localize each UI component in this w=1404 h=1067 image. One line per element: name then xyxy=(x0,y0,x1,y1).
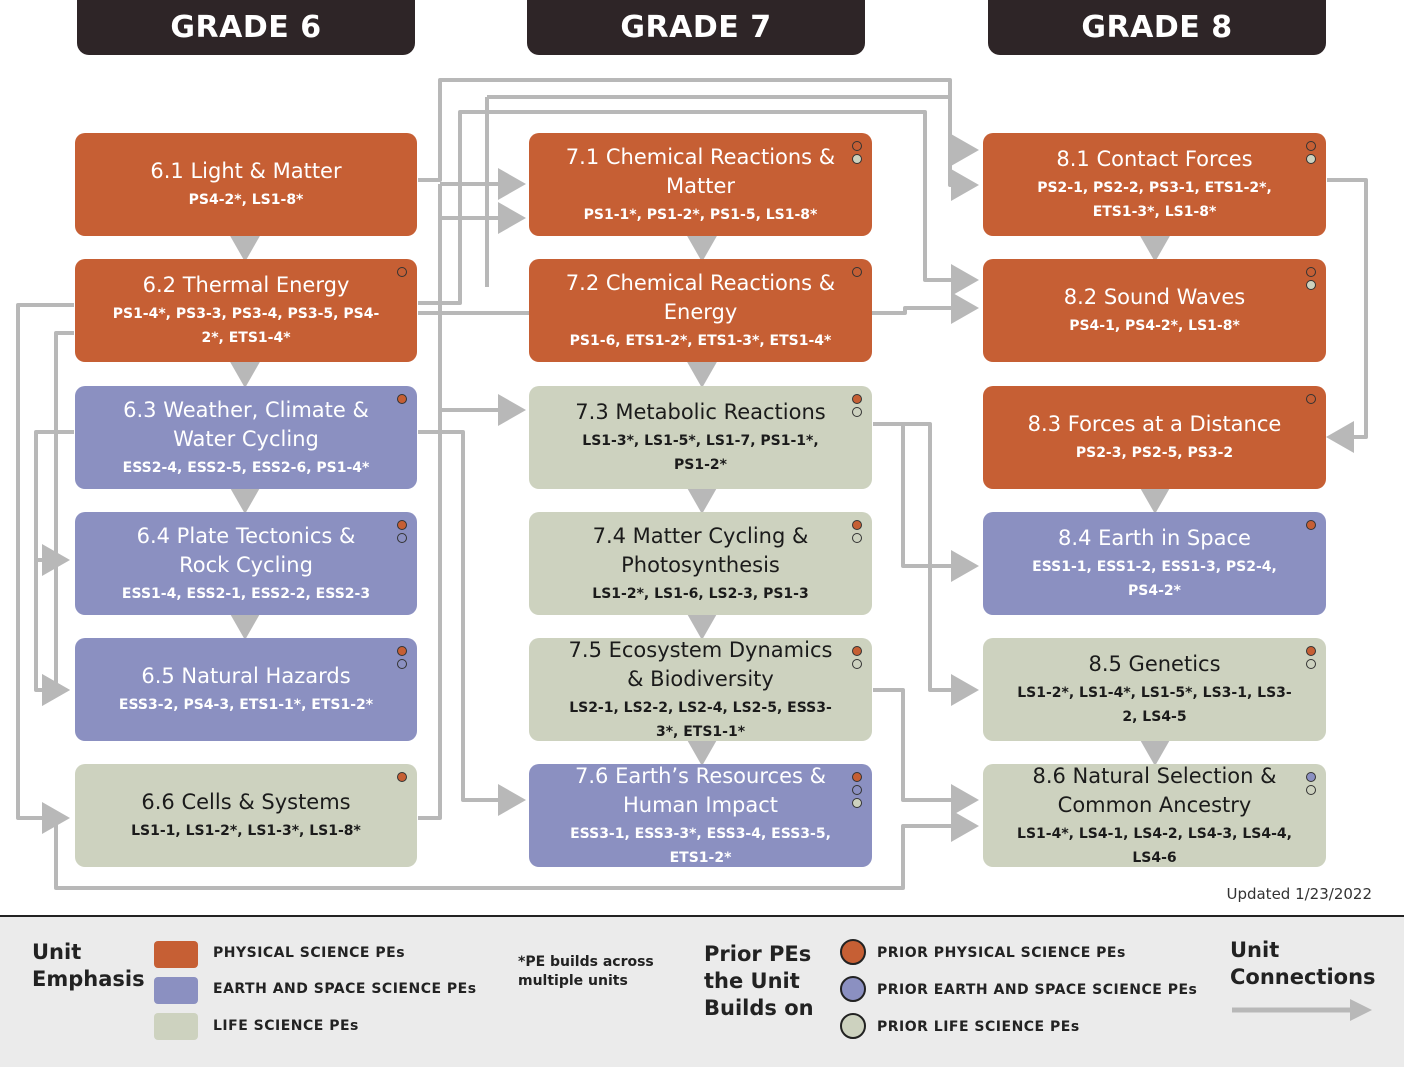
unit-pes: PS1-4*, PS3-3, PS3-4, PS3-5, PS4-2*, ETS1-4* xyxy=(112,306,380,346)
unit-8-4[interactable] xyxy=(983,512,1326,615)
unit-title: 6.2 Thermal Energy xyxy=(142,273,350,297)
prior-pe-dot xyxy=(852,659,862,669)
unit-6-2[interactable] xyxy=(75,259,417,362)
unit-title: 6.4 Plate Tectonics & Rock Cycling xyxy=(136,523,356,577)
legend-connections-title: Unit Connections xyxy=(1230,938,1376,989)
legend-prior-earth: PRIOR EARTH AND SPACE SCIENCE PEs xyxy=(877,982,1198,998)
unit-pes: LS1-3*, LS1-5*, LS1-7, PS1-1*, PS1-2* xyxy=(582,433,819,473)
unit-title: 6.6 Cells & Systems xyxy=(141,790,351,814)
prior-life-dot xyxy=(852,798,862,808)
prior-physical-dot xyxy=(1306,646,1316,656)
prior-physical-dot xyxy=(397,394,407,404)
earth-swatch xyxy=(154,977,198,1004)
unit-title: 6.3 Weather, Climate & Water Cycling xyxy=(123,397,369,451)
unit-pes: PS2-3, PS2-5, PS3-2 xyxy=(1075,445,1234,461)
prior-physical-dot xyxy=(852,520,862,530)
unit-7-1[interactable] xyxy=(529,133,872,236)
unit-6-5[interactable] xyxy=(75,638,417,741)
prior-pe-dot xyxy=(1306,141,1316,151)
physical-swatch xyxy=(154,941,198,968)
grade-8-header: GRADE 8 xyxy=(988,0,1326,55)
unit-title: 7.3 Metabolic Reactions xyxy=(575,400,826,424)
legend-prior-life: PRIOR LIFE SCIENCE PEs xyxy=(877,1019,1080,1035)
unit-title: 7.2 Chemical Reactions & Energy xyxy=(565,270,836,324)
unit-title: 8.3 Forces at a Distance xyxy=(1027,412,1282,436)
unit-title: 6.5 Natural Hazards xyxy=(141,664,351,688)
unit-title: 8.4 Earth in Space xyxy=(1058,526,1251,550)
life-swatch xyxy=(154,1013,198,1040)
updated-date: Updated 1/23/2022 xyxy=(1226,885,1372,903)
unit-title: 8.5 Genetics xyxy=(1088,652,1221,676)
unit-6-3[interactable] xyxy=(75,386,417,489)
prior-pe-dot xyxy=(852,533,862,543)
unit-7-3[interactable] xyxy=(529,386,872,489)
prior-physical-dot xyxy=(852,772,862,782)
prior-physical-legend-dot xyxy=(840,939,866,965)
unit-6-4[interactable] xyxy=(75,512,417,615)
unit-pes: LS1-2*, LS1-6, LS2-3, PS1-3 xyxy=(592,585,809,602)
prior-pe-dot xyxy=(852,407,862,417)
grade-7-header: GRADE 7 xyxy=(527,0,865,55)
prior-physical-dot xyxy=(397,772,407,782)
unit-7-2[interactable] xyxy=(529,259,872,362)
prior-life-legend-dot xyxy=(840,1013,866,1039)
legend-prior-physical: PRIOR PHYSICAL SCIENCE PEs xyxy=(877,945,1126,961)
prior-earth-legend-dot xyxy=(840,976,866,1002)
unit-pes: PS1-6, ETS1-2*, ETS1-3*, ETS1-4* xyxy=(569,332,832,349)
unit-pes: LS1-2*, LS1-4*, LS1-5*, LS3-1, LS3-2, LS4-5 xyxy=(1017,685,1292,725)
unit-pes: ESS3-1, ESS3-3*, ESS3-4, ESS3-5, ETS1-2* xyxy=(570,825,831,866)
prior-pe-dot xyxy=(397,659,407,669)
prior-pe-dot xyxy=(852,141,862,151)
grade-6-header: GRADE 6 xyxy=(77,0,415,55)
prior-pe-dot xyxy=(397,533,407,543)
unit-7-5[interactable] xyxy=(529,638,872,741)
prior-physical-dot xyxy=(852,394,862,404)
unit-pes: PS4-1, PS4-2*, LS1-8* xyxy=(1069,318,1240,334)
prior-pe-dot xyxy=(1306,394,1316,404)
unit-title: 8.6 Natural Selection & Common Ancestry xyxy=(1032,763,1277,817)
prior-physical-dot xyxy=(1306,520,1316,530)
unit-pes: PS4-2*, LS1-8* xyxy=(188,192,304,208)
unit-title: 6.1 Light & Matter xyxy=(150,159,342,183)
unit-title: 7.5 Ecosystem Dynamics & Biodiversity xyxy=(568,637,833,691)
prior-life-dot xyxy=(1306,280,1316,290)
unit-8-5[interactable] xyxy=(983,638,1326,741)
unit-title: 8.1 Contact Forces xyxy=(1056,147,1253,171)
legend-physical: PHYSICAL SCIENCE PEs xyxy=(213,945,406,961)
unit-pes: ESS2-4, ESS2-5, ESS2-6, PS1-4* xyxy=(122,459,370,476)
prior-pe-dot xyxy=(1306,785,1316,795)
prior-pe-dot xyxy=(852,785,862,795)
unit-pes: LS1-1, LS1-2*, LS1-3*, LS1-8* xyxy=(131,823,361,839)
unit-pes: ESS3-2, PS4-3, ETS1-1*, ETS1-2* xyxy=(118,697,374,713)
unit-pes: PS2-1, PS2-2, PS3-1, ETS1-2*, ETS1-3*, LS1-8* xyxy=(1037,180,1272,220)
unit-title: 7.6 Earth’s Resources & Human Impact xyxy=(575,763,826,817)
connection-arrow-icon xyxy=(1232,997,1374,1023)
prior-life-dot xyxy=(852,154,862,164)
prior-pe-dot xyxy=(852,267,862,277)
prior-life-dot xyxy=(1306,154,1316,164)
unit-title: 7.1 Chemical Reactions & Matter xyxy=(565,144,836,198)
unit-8-6[interactable] xyxy=(983,764,1326,867)
unit-6-6[interactable] xyxy=(75,764,417,867)
unit-pes: LS2-1, LS2-2, LS2-4, LS2-5, ESS3-3*, ETS1-1* xyxy=(569,699,832,740)
unit-8-3[interactable] xyxy=(983,386,1326,489)
unit-7-6[interactable] xyxy=(529,764,872,867)
prior-pe-dot xyxy=(397,267,407,277)
legend-prior-title: Prior PEs the Unit Builds on xyxy=(704,942,814,1020)
unit-pes: PS1-1*, PS1-2*, PS1-5, LS1-8* xyxy=(583,206,818,223)
prior-earth-dot xyxy=(1306,772,1316,782)
prior-physical-dot xyxy=(397,520,407,530)
unit-pes: ESS1-1, ESS1-2, ESS1-3, PS2-4, PS4-2* xyxy=(1032,559,1277,599)
unit-pes: LS1-4*, LS4-1, LS4-2, LS4-3, LS4-4, LS4-6 xyxy=(1017,825,1292,866)
legend-note: *PE builds across multiple units xyxy=(518,954,654,989)
unit-6-1[interactable] xyxy=(75,133,417,236)
prior-pe-dot xyxy=(1306,267,1316,277)
prior-physical-dot xyxy=(852,646,862,656)
unit-8-1[interactable] xyxy=(983,133,1326,236)
legend-earth: EARTH AND SPACE SCIENCE PEs xyxy=(213,981,477,997)
unit-title: 7.4 Matter Cycling & Photosynthesis xyxy=(592,523,809,577)
unit-pes: ESS1-4, ESS2-1, ESS2-2, ESS2-3 xyxy=(121,585,371,602)
prior-pe-dot xyxy=(1306,659,1316,669)
unit-7-4[interactable] xyxy=(529,512,872,615)
unit-title: 8.2 Sound Waves xyxy=(1063,285,1246,309)
prior-physical-dot xyxy=(397,646,407,656)
legend xyxy=(0,915,1404,1067)
legend-life: LIFE SCIENCE PEs xyxy=(213,1018,359,1034)
unit-8-2[interactable] xyxy=(983,259,1326,362)
legend-unit-emphasis-title: Unit Emphasis xyxy=(32,940,145,991)
